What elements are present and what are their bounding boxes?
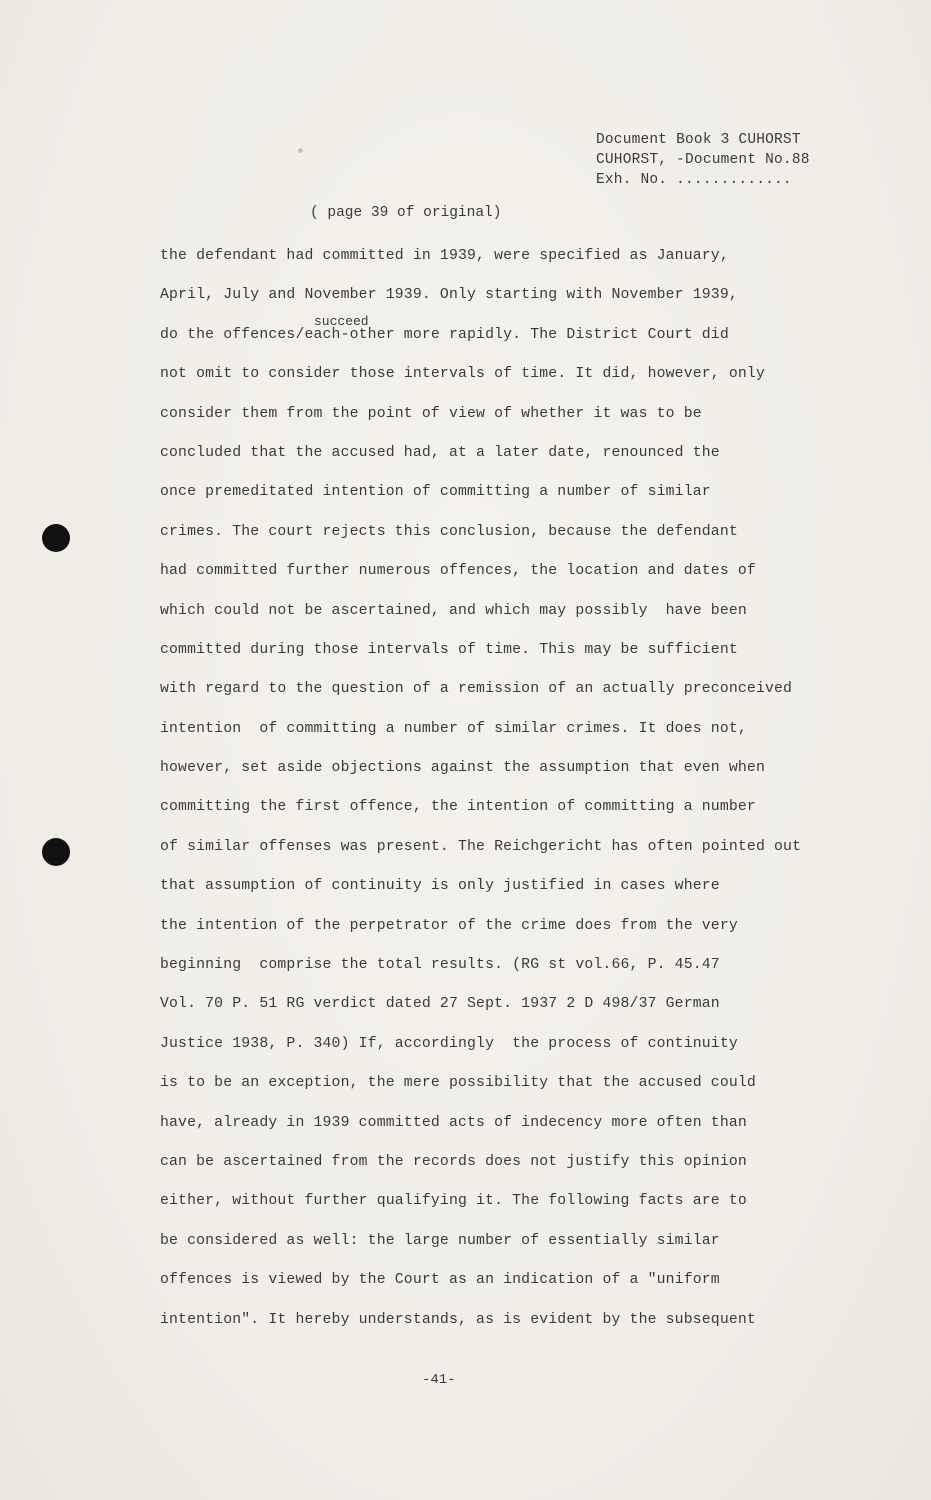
text-line: consider them from the point of view of whether it was to be	[160, 405, 702, 422]
text-line: once premeditated intention of committing a number of similar	[160, 484, 711, 501]
text-line: crimes. The court rejects this conclusion, because the defendant	[160, 523, 738, 540]
page-reference: ( page 39 of original)	[310, 205, 502, 221]
body-text	[160, 246, 860, 1349]
text-line: intention of committing a number of similar crimes. It does not,	[160, 720, 747, 737]
text-line: committing the first offence, the intention of committing a number	[160, 799, 756, 816]
text-line: can be ascertained from the records does not justify this opinion	[160, 1153, 747, 1170]
text-line: of similar offenses was present. The Reichgericht has often pointed out	[160, 838, 802, 855]
text-line: the intention of the perpetrator of the crime does from the very	[160, 917, 738, 934]
text-line: April, July and November 1939. Only starting with November 1939,	[160, 287, 738, 304]
page-number: -41-	[422, 1372, 456, 1388]
text-line: be considered as well: the large number of essentially similar	[160, 1232, 720, 1249]
text-line: Vol. 70 P. 51 RG verdict dated 27 Sept. 1937 2 D 498/37 German	[160, 996, 720, 1013]
punch-hole-bottom	[42, 838, 70, 866]
text-line: intention". It hereby understands, as is evident by the subsequent	[160, 1311, 756, 1328]
text-line: committed during those intervals of time. This may be sufficient	[160, 641, 738, 658]
document-header	[596, 130, 810, 190]
text-line: however, set aside objections against the assumption that even when	[160, 760, 765, 777]
text-line: that assumption of continuity is only justified in cases where	[160, 878, 720, 895]
text-line: either, without further qualifying it. The following facts are to	[160, 1193, 747, 1210]
text-line: do the offences/each-other more rapidly. The District Court did	[160, 326, 729, 343]
text-line: have, already in 1939 committed acts of indecency more often than	[160, 1114, 747, 1131]
interlinear-insert: succeed	[314, 314, 369, 329]
header-line-2: CUHORST, -Document No.88	[596, 152, 810, 168]
text-line: is to be an exception, the mere possibility that the accused could	[160, 1075, 756, 1092]
text-line: offences is viewed by the Court as an indication of a "uniform	[160, 1272, 720, 1289]
text-line: with regard to the question of a remission of an actually preconceived	[160, 681, 793, 698]
text-line: not omit to consider those intervals of time. It did, however, only	[160, 366, 765, 383]
text-line: concluded that the accused had, at a later date, renounced the	[160, 444, 720, 461]
paper-spot	[298, 148, 303, 153]
text-line: Justice 1938, P. 340) If, accordingly the process of continuity	[160, 1035, 738, 1052]
text-line: beginning comprise the total results. (RG st vol.66, P. 45.47	[160, 957, 720, 974]
header-line-1: Document Book 3 CUHORST	[596, 132, 801, 148]
text-line: the defendant had committed in 1939, were specified as January,	[160, 248, 729, 264]
text-line: had committed further numerous offences, the location and dates of	[160, 563, 756, 580]
header-line-3: Exh. No. .............	[596, 172, 792, 188]
punch-hole-top	[42, 524, 70, 552]
text-line: which could not be ascertained, and which may possibly have been	[160, 602, 747, 619]
